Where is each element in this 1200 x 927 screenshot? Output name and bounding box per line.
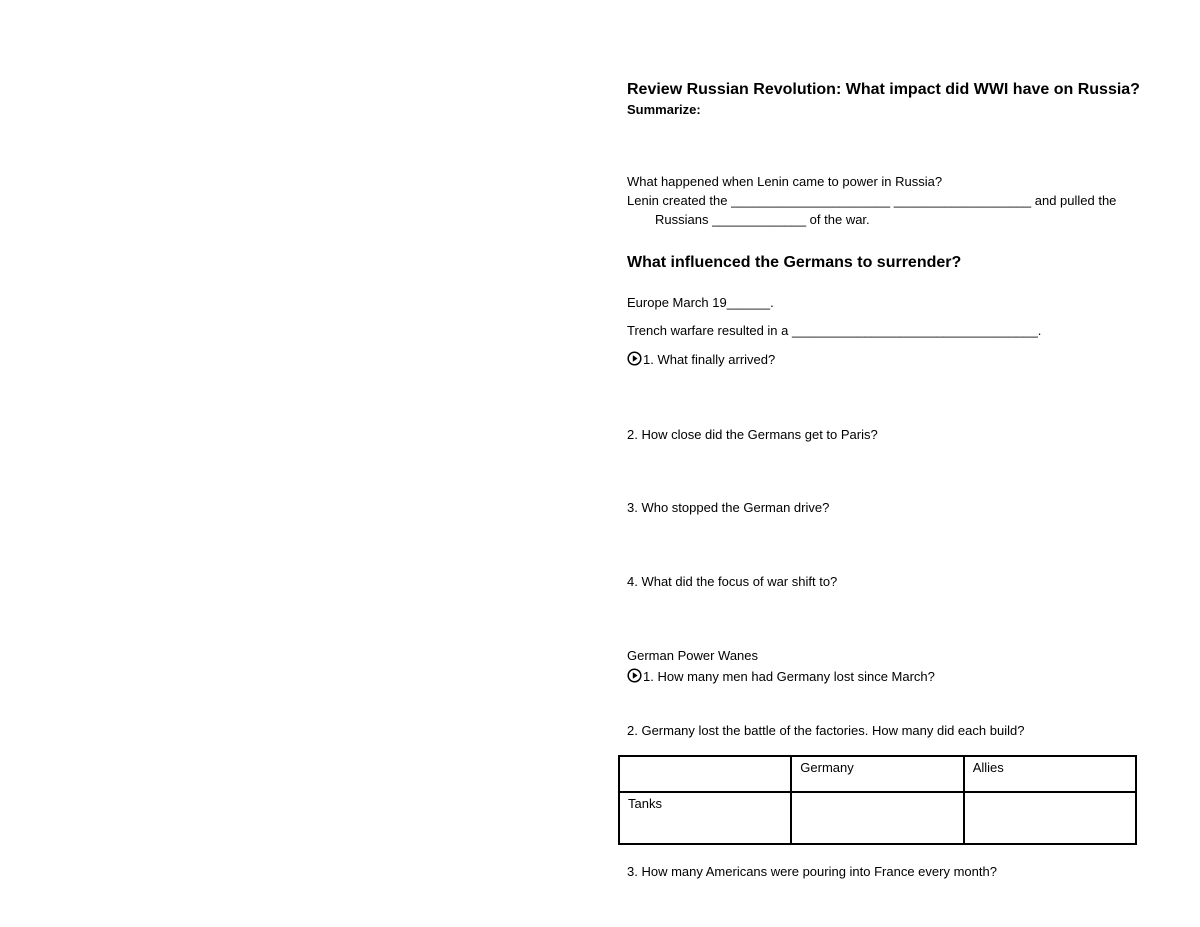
table-cell-allies[interactable] xyxy=(964,792,1136,844)
production-table xyxy=(618,755,1137,845)
play-circle-icon[interactable] xyxy=(627,351,642,370)
question-men-lost xyxy=(627,668,935,687)
surrender-heading: What influenced the Germans to surrender? xyxy=(627,254,962,271)
question-americans: 3. How many Americans were pouring into France every month? xyxy=(627,864,997,879)
question-text: 1. What finally arrived? xyxy=(643,352,776,367)
question-text: 1. How many men had Germany lost since March? xyxy=(643,669,935,684)
page-title: Review Russian Revolution: What impact did WWI have on Russia? xyxy=(627,81,1140,98)
table-header-row xyxy=(619,756,1136,792)
table-row-label: Tanks xyxy=(619,792,791,844)
question-factories: 2. Germany lost the battle of the factories. How many did each build? xyxy=(627,723,1025,738)
table-header-cell xyxy=(619,756,791,792)
german-power-heading: German Power Wanes xyxy=(627,648,759,663)
question-focus-shift: 4. What did the focus of war shift to? xyxy=(627,574,838,589)
lenin-line-2: Russians _____________ of the war. xyxy=(655,212,870,227)
play-circle-icon[interactable] xyxy=(627,668,642,687)
table-header-allies: Allies xyxy=(964,756,1136,792)
question-german-drive: 3. Who stopped the German drive? xyxy=(627,500,830,515)
trench-line: Trench warfare resulted in a __________________________________. xyxy=(627,323,1042,338)
table-cell-germany[interactable] xyxy=(791,792,963,844)
lenin-line-1: Lenin created the ______________________ ___________________ and pulled the xyxy=(627,193,1117,208)
question-paris: 2. How close did the Germans get to Paris? xyxy=(627,427,878,442)
table-header-germany: Germany xyxy=(791,756,963,792)
table-row xyxy=(619,792,1136,844)
question-what-arrived xyxy=(627,351,775,370)
europe-line: Europe March 19______. xyxy=(627,295,774,310)
summarize-label: Summarize: xyxy=(627,102,701,117)
lenin-question: What happened when Lenin came to power in Russia? xyxy=(627,174,943,189)
